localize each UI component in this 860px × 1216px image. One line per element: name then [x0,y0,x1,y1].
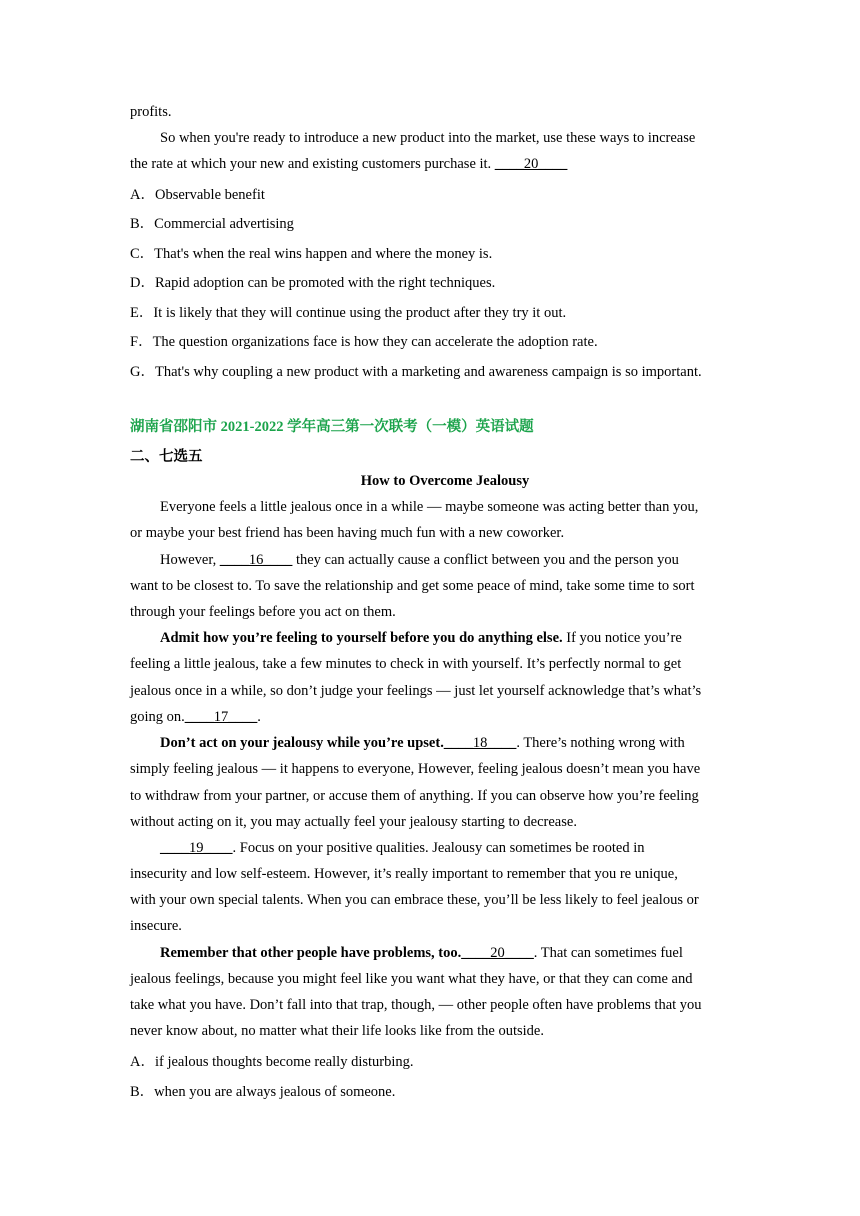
text-line: Don’t act on your jealousy while you’re upset.____18____. There’s nothing wrong with [160,735,685,751]
text-line: jealous feelings, because you might feel like you want what they have, or that they can come and [130,971,693,987]
section-heading: 二、七选五 [130,449,203,465]
answer-blank-17: ____17____ [184,709,258,725]
text-line: Remember that other people have problems, too.____20____. That can sometimes fuel [160,945,683,961]
option-g: G．That's why coupling a new product with a marketing and awareness campaign is so important. [130,364,702,380]
option-b: B．Commercial advertising [130,216,294,232]
exam-source: 湖南省邵阳市 2021-2022 学年高三第一次联考（一模）英语试题 [130,419,534,435]
text-line: insecure. [130,918,182,934]
option-a: A．if jealous thoughts become really disturbing. [130,1054,414,1070]
text-line: ____19____. Focus on your positive qualities. Jealousy can sometimes be rooted in [160,840,645,856]
option-f: F．The question organizations face is how they can accelerate the adoption rate. [130,334,598,350]
option-a: A．Observable benefit [130,187,265,203]
text-line: However, ____16____ they can actually cause a conflict between you and the person you [160,552,679,568]
text-line: feeling a little jealous, take a few minutes to check in with yourself. It’s perfectly normal to get [130,656,682,672]
text-line: through your feelings before you act on them. [130,604,396,620]
text-line: profits. [130,104,172,120]
text-line: jealous once in a while, so don’t judge your feelings — just let yourself acknowledge that’s what’s [130,683,702,699]
option-d: D．Rapid adoption can be promoted with the right techniques. [130,275,496,291]
text-line: Admit how you’re feeling to yourself before you do anything else. If you notice you’re [160,630,682,646]
passage-title: How to Overcome Jealousy [360,473,530,489]
answer-blank-18: ____18____ [443,735,517,751]
text-line: never know about, no matter what their life looks like from the outside. [130,1023,544,1039]
text-line: the rate at which your new and existing customers purchase it. ____20____ [130,156,568,172]
option-c: C．That's when the real wins happen and where the money is. [130,246,493,262]
option-b: B．when you are always jealous of someone. [130,1084,396,1100]
answer-blank-20: ____20____ [494,156,568,172]
text-line: take what you have. Don’t fall into that trap, though, — other people often have problems that you [130,997,702,1013]
text-line: with your own special talents. When you can embrace these, you’ll be less likely to feel jealous or [130,892,699,908]
text-line: insecurity and low self-esteem. However, it’s really important to remember that you re unique, [130,866,678,882]
text-line: to withdraw from your partner, or accuse them of anything. If you can observe how you’re feeling [130,788,699,804]
answer-blank-19: ____19____ [160,840,233,856]
text-line: simply feeling jealous — it happens to everyone, However, feeling jealous doesn’t mean you have [130,761,701,777]
answer-blank-20b: ____20____ [461,945,534,961]
text-line: Everyone feels a little jealous once in a while — maybe someone was acting better than you, [160,499,699,515]
text-line: without acting on it, you may actually feel your jealousy starting to decrease. [130,814,577,830]
text-line: going on.____17____. [130,709,261,725]
text-line: want to be closest to. To save the relationship and get some peace of mind, take some time to sort [130,578,695,594]
text-line: So when you're ready to introduce a new product into the market, use these ways to increase [160,130,696,146]
answer-blank-16: ____16____ [219,552,293,568]
option-e: E．It is likely that they will continue using the product after they try it out. [130,305,567,321]
text-line: or maybe your best friend has been having much fun with a new coworker. [130,525,565,541]
